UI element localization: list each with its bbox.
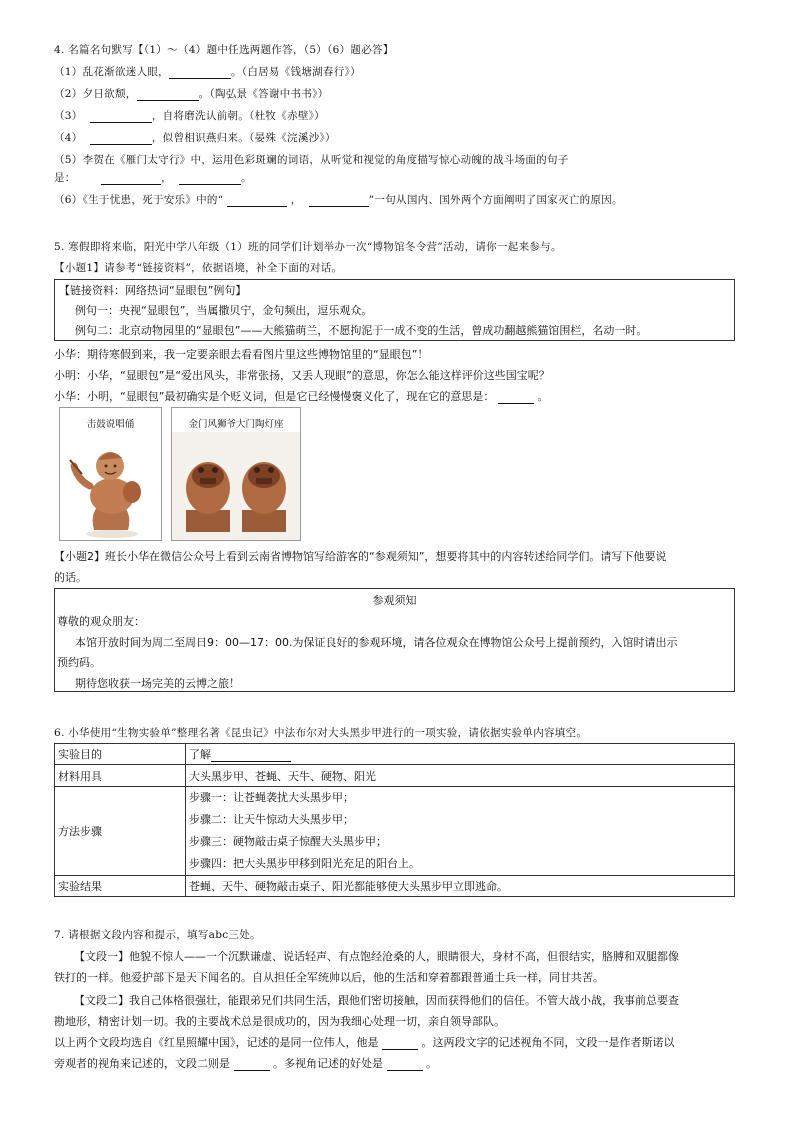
- row-materials-label: 材料用具: [55, 765, 186, 787]
- row-materials-value: 大头黑步甲、苍蝇、天牛、硬物、阳光: [186, 765, 735, 787]
- link-material-box: [54, 279, 735, 341]
- row-purpose-label: 实验目的: [55, 744, 186, 765]
- q7-blank-b[interactable]: [234, 1070, 270, 1071]
- dialog-line-3: [54, 388, 548, 404]
- notice-body-2: 预约码。: [57, 656, 101, 669]
- q5-sub1: 【小题1】请参考“链接资料”，依据语境，补全下面的对话。: [54, 262, 343, 274]
- q4-l4-prefix: （4）: [54, 132, 83, 144]
- q4-l6-comma: ，: [290, 194, 302, 206]
- notice-closing: 期待您收获一场完美的云博之旅！: [75, 677, 240, 690]
- photo-wind-lion-lamp-base: [171, 407, 301, 541]
- q4-l3-blank[interactable]: [90, 122, 152, 123]
- wind-lion-figures-icon: [172, 432, 300, 540]
- link-material-title: 【链接资料：网络热词“显眼包”例句】: [59, 284, 247, 297]
- q4-l5-blank-2[interactable]: [179, 184, 241, 185]
- row-method-steps: [186, 787, 735, 876]
- step-3: 步骤三：硬物敲击桌子惊醒大头黑步甲；: [189, 835, 387, 848]
- dialog-line-3-period: 。: [537, 390, 549, 403]
- notice-greeting: 尊敬的观众朋友：: [57, 615, 145, 628]
- dialog-line-3-text: 小华：小明，“显眼包”最初确实是个贬义词，但是它已经慢慢褒义化了，现在它的意思是：: [54, 390, 495, 403]
- step-2: 步骤二：让天牛惊动大头黑步甲；: [189, 813, 354, 826]
- q4-l1-prefix: （1）乱花渐欲迷人眼，: [54, 66, 169, 78]
- row-result-label: 实验结果: [55, 876, 186, 897]
- q4-l2-blank[interactable]: [137, 100, 199, 101]
- row-result-value: 苍蝇、天牛、硬物敲击桌子、阳光都能够使大头黑步甲立即逃命。: [186, 876, 735, 897]
- q4-line-5: （5）李贺在《雁门太守行》中，运用色彩斑斓的词语，从听觉和视觉的角度描写惊心动魄的战斗场面的句子: [54, 154, 569, 166]
- q5-sub2-line2: 的话。: [54, 571, 87, 584]
- q7-blank-a[interactable]: [382, 1049, 418, 1050]
- q5-title: 5. 寒假即将来临，阳光中学八年级（1）班的同学们计划举办一次“博物馆冬令营”活动，请你一起来参与。: [54, 241, 562, 253]
- q4-l2-suffix: 。（陶弘景《答谢中书书》）: [198, 88, 329, 100]
- q4-line-6: [54, 192, 623, 207]
- q5-sub2-line1: 【小题2】班长小华在微信公众号上看到云南省博物馆写给游客的“参观须知”，想要将其中的内容转述给同学们。请写下他要说: [54, 550, 667, 563]
- q4-line-2: [54, 86, 329, 101]
- q4-l6-blank-2[interactable]: [309, 206, 369, 207]
- step-4: 步骤四：把大头黑步甲移到阳光充足的阳台上。: [189, 857, 420, 870]
- photo-1-caption: 击鼓说唱俑: [86, 419, 135, 430]
- notice-box: [54, 588, 735, 692]
- q7-q-text-3: 旁观者的视角来记述的，文段二则是: [54, 1057, 230, 1070]
- q7-q-text-5: 。: [426, 1057, 437, 1070]
- photo-2-caption: 金门风狮爷大门陶灯座: [188, 419, 284, 430]
- q7-para1-line2: 铁打的一样。他爱护部下是天下闻名的。自从担任全军统帅以后，他的生活和穿着都跟普通士兵一样，同甘共苦。: [54, 971, 604, 984]
- q7-para2-line2: 勘地形，精密计划一切。我的主要战术总是很成功的，因为我细心处理一切，亲自领导部队。: [54, 1015, 505, 1028]
- link-example-1: 例句一：央视“显眼包”，当属撒贝宁，金句频出，逗乐观众。: [75, 304, 373, 317]
- q4-l5-blank-1[interactable]: [101, 184, 161, 185]
- q7-q-text-1: 以上两个文段均选自《红星照耀中国》，记述的是同一位伟人，他是: [54, 1036, 379, 1049]
- link-example-2: 例句二：北京动物园里的“显眼包”——大熊猫萌兰，不愿拘泥于一成不变的生活，曾成功翻越熊猫馆围栏，名动一时。: [75, 324, 648, 337]
- q6-title: 6. 小华使用“生物实验单”整理名著《昆虫记》中法布尔对大头黑步甲进行的一项实验，请依据实验单内容填空。: [54, 727, 588, 739]
- q7-q-text-4: 。多视角记述的好处是: [273, 1057, 383, 1070]
- row-method-label: 方法步骤: [55, 787, 186, 876]
- q4-l3-prefix: （3）: [54, 110, 83, 122]
- dialog-line-1: 小华：期待寒假到来，我一定要亲眼去看看图片里这些博物馆里的“显眼包”！: [54, 348, 429, 361]
- q4-l1-suffix: 。（白居易《钱塘湖春行》）: [230, 66, 361, 78]
- q7-question-line1: [54, 1034, 675, 1050]
- q4-l6-suffix: ”一句从国内、国外两个方面阐明了国家灭亡的原因。: [368, 194, 623, 206]
- q4-line-1: [54, 64, 361, 79]
- q7-para2-line1: 【文段二】我自己体格很强壮，能跟弟兄们共同生活，跟他们密切接触，因而获得他们的信任。不管大战小战，我事前总要查: [74, 994, 679, 1007]
- drum-storyteller-figure-icon: [60, 430, 161, 540]
- table-row: [55, 787, 735, 876]
- q7-title: 7. 请根据文段内容和提示，填写abc三处。: [54, 929, 261, 941]
- q4-l6-blank-1[interactable]: [227, 206, 287, 207]
- q4-l5-comma: ，: [161, 172, 172, 184]
- notice-title: 参观须知: [372, 594, 417, 607]
- q4-title: 4. 名篇名句默写【（1）～（4）题中任选两题作答，（5）（6）题必答】: [54, 44, 394, 56]
- q7-para1-line1: 【文段一】他貌不惊人——一个沉默谦虚、说话轻声、有点饱经沧桑的人，眼睛很大，身材不高，但很结实，胳膊和双腿都像: [74, 950, 679, 963]
- q4-l1-blank[interactable]: [169, 78, 231, 79]
- q4-line-4: [54, 130, 336, 145]
- q4-l2-prefix: （2）夕日欲颓，: [54, 88, 137, 100]
- photo-drum-storyteller: [59, 407, 162, 541]
- q4-l4-blank[interactable]: [90, 144, 152, 145]
- purpose-blank[interactable]: [211, 761, 291, 762]
- step-1: 步骤一：让苍蝇袭扰大头黑步甲；: [189, 791, 354, 804]
- notice-body-1: 本馆开放时间为周二至周日9：00—17：00.为保证良好的参观环境，请各位观众在博物馆公众号上提前预约，入馆时请出示: [75, 636, 678, 649]
- table-row: [55, 765, 735, 787]
- q4-l4-suffix: ，似曾相识燕归来。（晏殊《浣溪沙》）: [151, 132, 336, 144]
- table-row: [55, 744, 735, 765]
- q4-l5-period: 。: [241, 172, 252, 184]
- q4-line-5b: [54, 170, 252, 185]
- dialog-blank[interactable]: [498, 403, 534, 404]
- q7-question-line2: [54, 1055, 437, 1071]
- q7-blank-c[interactable]: [387, 1070, 423, 1071]
- purpose-text: 了解: [189, 748, 211, 761]
- table-row: [55, 876, 735, 897]
- q7-q-text-2: 。这两段文字的记述视角不同，文段一是作者斯诺以: [421, 1036, 675, 1049]
- q4-l6-prefix: （6）《生于忧患，死于安乐》中的“: [54, 194, 224, 206]
- dialog-line-2: 小明：小华，“显眼包”是“爱出风头，非常张扬，又丢人现眼”的意思，你怎么能这样评价这些国宝呢？: [54, 369, 550, 382]
- experiment-table: [54, 743, 735, 897]
- q4-line-3: [54, 108, 325, 123]
- q4-l3-suffix: ，自将磨洗认前朝。（杜牧《赤壁》）: [151, 110, 325, 122]
- row-purpose-value: [186, 744, 735, 765]
- q4-l5-prefix: 是：: [54, 172, 76, 184]
